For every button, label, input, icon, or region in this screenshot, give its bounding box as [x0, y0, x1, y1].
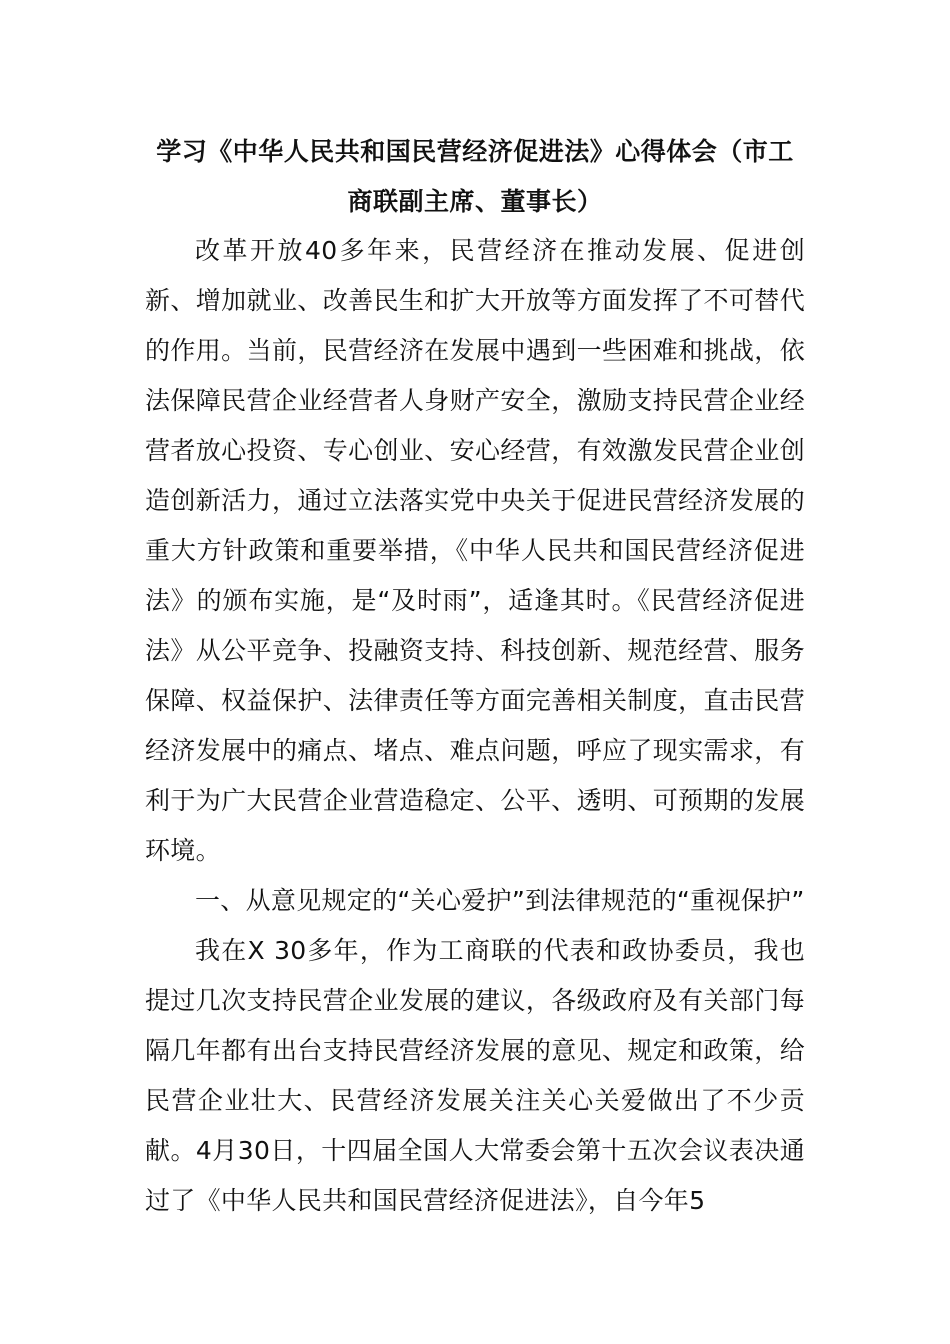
- body-paragraph-1: 改革开放40多年来，民营经济在推动发展、促进创新、增加就业、改善民生和扩大开放等方面发挥了不可替代的作用。当前，民营经济在发展中遇到一些困难和挑战，依法保障民营企业经营者人身财产安全，激励支持民营企业经营者放心投资、专心创业、安心经营，有效激发民营企业创造创新活力，通过立法落实党中央关于促进民营经济发展的重大方针政策和重要举措，《中华人民共和国民营经济促进法》的颁布实施，是“及时雨”，适逢其时。《民营经济促进法》从公平竞争、投融资支持、科技创新、规范经营、服务保障、权益保护、法律责任等方面完善相关制度，直击民营经济发展中的痛点、堵点、难点问题，呼应了现实需求，有利于为广大民营企业营造稳定、公平、透明、可预期的发展环境。: [145, 236, 805, 865]
- section-heading-1: 一、从意见规定的“关心爱护”到法律规范的“重视保护”: [195, 886, 805, 915]
- body-paragraph-2: 我在X 30多年，作为工商联的代表和政协委员，我也提过几次支持民营企业发展的建议，各级政府及有关部门每隔几年都有出台支持民营经济发展的意见、规定和政策，给民营企业壮大、民营经济发展关注关心关爱做出了不少贡献。4月30日，十四届全国人大常委会第十五次会议表决通过了《中华人民共和国民营经济促进法》，自今年5: [145, 936, 805, 1215]
- document-title: 学习《中华人民共和国民营经济促进法》心得体会（市工商联副主席、董事长）: [156, 137, 794, 216]
